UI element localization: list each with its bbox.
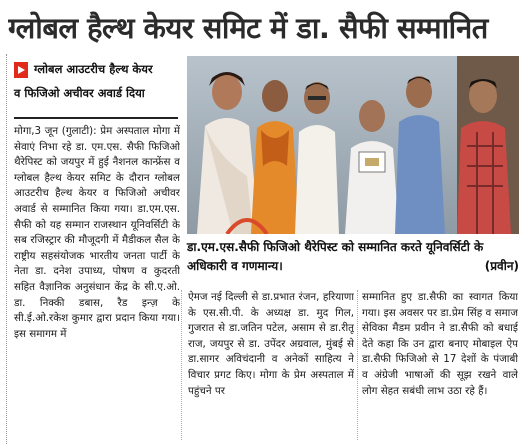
subheadline-line1: ग्लोबल आउटरीच हैल्थ केयर [34,62,153,76]
column-divider [357,290,358,440]
photo-caption-text: डा.एम.एस.सैफी फिजिओ थैरेपिस्ट को सम्मानित करते यूनिवर्सिटी के अधिकारी व गणमान्य। [187,240,484,273]
article-column-1 [14,124,180,442]
headline: ग्लोबल हैल्थ केयर समिट में डा. सैफी सम्मानित [8,11,488,45]
photo-caption [187,238,519,282]
article-column-2 [188,290,354,442]
subheadline-line2: व फिजिओ अचीवर अवार्ड दिया [14,86,145,100]
article-text-col2: ऐमज नई दिल्ली से डा.प्रभात रंजन, हरियाणा के एस.सी.पी. के अध्यक्ष डा. मुद गिल, गुजरात से डा.जतिन पटेल, असाम से डा.रीतू राज, जयपुर से डा. उपेंदर अग्रवाल, मुंबई से डा.सागर अविचंदानी व अनेकों साहित्य ने विचार प्रगट किए। मोगा के प्रेम अस्पताल में पहुंचने पर [188,291,354,397]
photo-credit: (प्रवीन) [484,259,519,273]
play-arrow-icon [14,62,28,78]
article-text-col3: सम्मानित हुए डा.सैफी का स्वागत किया गया। इस अवसर पर डा.प्रेम सिंह व समाज सेविका मैडम प्रवीन ने डा.सैफी को बधाई देते कहा कि उन द्वारा बनाए मोबाइल ऐप डा.सैफी फिजिओ से 17 देशों के पंजाबी व अंग्रेजी भाषाओं की सूझ रखने वाले लोग सेहत सबंधी लाभ उठा रहे हैं। [362,291,518,397]
news-photo [187,56,519,234]
article-column-3 [362,290,518,442]
article-text-col1: मोगा,3 जून (गुलाटी): प्रेम अस्पताल मोगा में सेवाएं निभा रहे डा. एम.एस. सैफी फिजिओ थैरेपिस्ट को जयपुर में हुई नैशनल कान्फ्रेंस व ग्लोबल हैल्थ केयर समिट के दौरान ग्लोबल आउटरीच हैल्थ केयर व फिजिओ अचीवर अवार्ड से सम्मानित किया गया। डा.एम.एस. सैफी को यह सम्मान राजस्थान यूनिवर्सिटी के सब रजिस्ट्रार की मौजूदगी में मैडीकल सैल के राष्ट्रीय सहसंयोजक भारतीय जनता पार्टी के नेता डा. दनेश उपाध्य, पोषण व कुदरती सहित वैज्ञानिक अनुसंधान केंद्र के सी.ए.ओ. डा. निक्की डबास, रैड इन्ज़ के सी.ई.ओ.रकेश कुमार द्वारा प्रदान किया गया। इस समागम में [14,125,180,340]
left-column-divider [0,54,7,444]
column-divider [181,290,182,440]
award-ceremony-photo [187,56,519,234]
subheadline-box [14,60,178,110]
subheadline-rule [14,117,178,119]
